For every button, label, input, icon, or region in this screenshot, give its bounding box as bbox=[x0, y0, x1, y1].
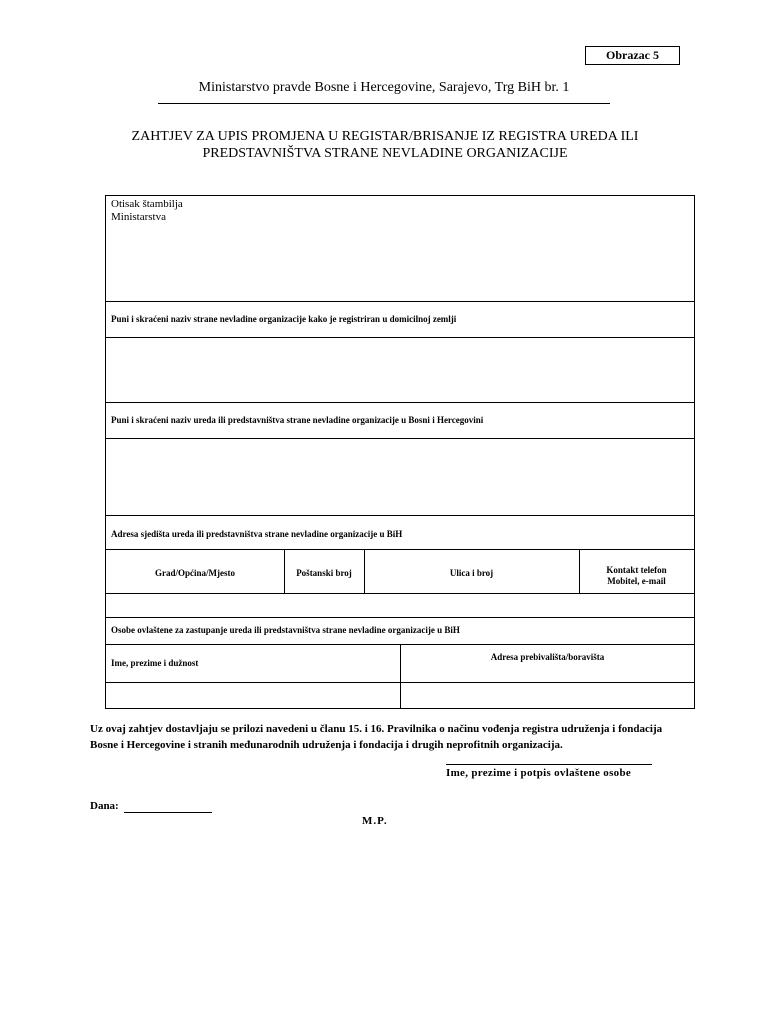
date-line bbox=[124, 812, 212, 813]
postal-code-column-header: Poštanski broj bbox=[296, 568, 352, 578]
attachments-note-line-1: Uz ovaj zahtjev dostavljaju se prilozi navedeni u članu 15. i 16. Pravilnika o načinu vođenja registra udruženja i fondacija bbox=[90, 723, 663, 735]
attachments-note-line-2: Bosne i Hercegovine i stranih međunarodnih udruženja i fondacija i drugih neprofitnih organizacija. bbox=[90, 739, 563, 751]
application-form-table bbox=[105, 195, 695, 709]
row-divider bbox=[106, 301, 694, 302]
street-column-header: Ulica i broj bbox=[449, 568, 494, 578]
header-underline bbox=[158, 103, 610, 104]
office-bih-name-label: Puni i skraćeni naziv ureda ili predstavništva strane nevladine organizacije u Bosni i Hercegovini bbox=[111, 415, 484, 425]
stamp-area-label bbox=[111, 198, 183, 224]
signature-line bbox=[446, 764, 652, 765]
row-divider bbox=[106, 549, 694, 550]
org-home-name-label: Puni i skraćeni naziv strane nevladine organizacije kako je registriran u domicilnoj zemlji bbox=[111, 314, 457, 324]
contact-header-line-2: Mobitel, e-mail bbox=[607, 576, 666, 586]
attachments-note bbox=[90, 721, 690, 753]
row-divider bbox=[106, 593, 694, 594]
date-label: Dana: bbox=[90, 800, 119, 812]
document-title bbox=[90, 128, 680, 162]
seal-label: M.P. bbox=[362, 815, 388, 827]
row-divider bbox=[106, 617, 694, 618]
row-divider bbox=[106, 515, 694, 516]
contact-column-header bbox=[579, 565, 694, 587]
name-title-column-header: Ime, prezime i dužnost bbox=[111, 658, 199, 668]
residence-column-header: Adresa prebivališta/boravišta bbox=[490, 652, 605, 662]
authorized-persons-label: Osobe ovlaštene za zastupanje ureda ili predstavništva strane nevladine organizacije u BiH bbox=[111, 625, 460, 635]
signature-label: Ime, prezime i potpis ovlaštene osobe bbox=[446, 767, 632, 779]
form-number-label: Obrazac 5 bbox=[585, 46, 680, 65]
office-address-label: Adresa sjedišta ureda ili predstavništva strane nevladine organizacije u BiH bbox=[111, 529, 403, 539]
stamp-label-line-2: Ministarstva bbox=[111, 211, 166, 223]
stamp-label-line-1: Otisak štambilja bbox=[111, 198, 183, 210]
contact-header-line-1: Kontakt telefon bbox=[606, 565, 667, 575]
row-divider bbox=[106, 438, 694, 439]
document-title-line-1: ZAHTJEV ZA UPIS PROMJENA U REGISTAR/BRISANJE IZ REGISTRA UREDA ILI bbox=[131, 129, 639, 144]
row-divider bbox=[106, 337, 694, 338]
ministry-header: Ministarstvo pravde Bosne i Hercegovine, Sarajevo, Trg BiH br. 1 bbox=[198, 80, 570, 95]
row-divider bbox=[106, 402, 694, 403]
document-title-line-2: PREDSTAVNIŠTVA STRANE NEVLADINE ORGANIZACIJE bbox=[202, 146, 568, 161]
city-column-header: Grad/Općina/Mjesto bbox=[155, 568, 235, 578]
